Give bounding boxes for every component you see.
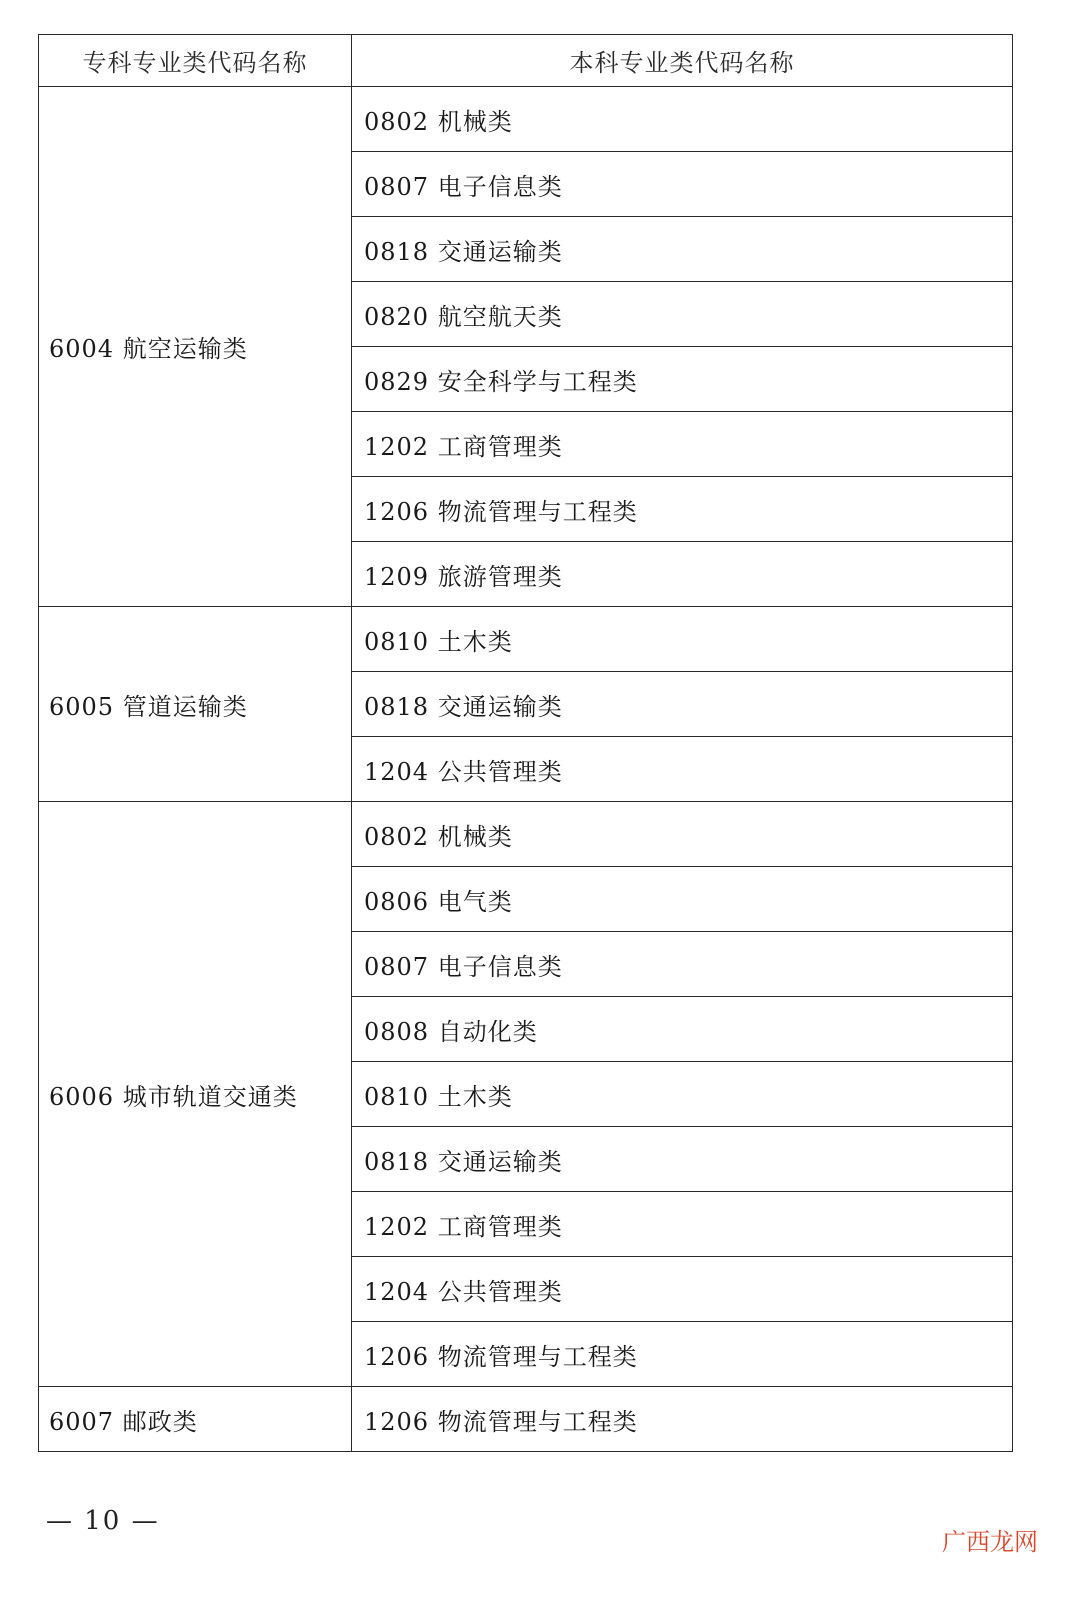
undergraduate-category-cell: 1202 工商管理类: [352, 1192, 1013, 1257]
undergraduate-category-cell: 1204 公共管理类: [352, 1257, 1013, 1322]
undergraduate-category-cell: 1202 工商管理类: [352, 412, 1013, 477]
vocational-category-cell: 6007 邮政类: [39, 1387, 352, 1452]
undergraduate-category-cell: 1206 物流管理与工程类: [352, 477, 1013, 542]
undergraduate-category-cell: 1209 旅游管理类: [352, 542, 1013, 607]
vocational-category-cell: 6005 管道运输类: [39, 607, 352, 802]
undergraduate-category-cell: 0807 电子信息类: [352, 152, 1013, 217]
page-number: — 10 —: [46, 1506, 160, 1536]
major-mapping-table-container: [38, 34, 1012, 1452]
undergraduate-category-cell: 0818 交通运输类: [352, 1127, 1013, 1192]
undergraduate-category-cell: 0810 土木类: [352, 1062, 1013, 1127]
table-row: [39, 607, 1013, 672]
undergraduate-category-cell: 0806 电气类: [352, 867, 1013, 932]
undergraduate-category-cell: 0810 土木类: [352, 607, 1013, 672]
vocational-category-cell: 6006 城市轨道交通类: [39, 802, 352, 1387]
undergraduate-category-cell: 1204 公共管理类: [352, 737, 1013, 802]
undergraduate-category-cell: 0808 自动化类: [352, 997, 1013, 1062]
header-vocational-category: 专科专业类代码名称: [39, 35, 352, 87]
undergraduate-category-cell: 0818 交通运输类: [352, 672, 1013, 737]
undergraduate-category-cell: 0802 机械类: [352, 802, 1013, 867]
undergraduate-category-cell: 0818 交通运输类: [352, 217, 1013, 282]
table-row: [39, 87, 1013, 152]
undergraduate-category-cell: 0807 电子信息类: [352, 932, 1013, 997]
table-row: [39, 802, 1013, 867]
header-undergraduate-category: 本科专业类代码名称: [352, 35, 1013, 87]
table-row: [39, 1387, 1013, 1452]
undergraduate-category-cell: 1206 物流管理与工程类: [352, 1322, 1013, 1387]
major-mapping-table: [38, 34, 1013, 1452]
site-watermark: 广西龙网: [942, 1528, 1038, 1556]
vocational-category-cell: 6004 航空运输类: [39, 87, 352, 607]
undergraduate-category-cell: 0820 航空航天类: [352, 282, 1013, 347]
table-header-row: [39, 35, 1013, 87]
undergraduate-category-cell: 1206 物流管理与工程类: [352, 1387, 1013, 1452]
undergraduate-category-cell: 0802 机械类: [352, 87, 1013, 152]
undergraduate-category-cell: 0829 安全科学与工程类: [352, 347, 1013, 412]
